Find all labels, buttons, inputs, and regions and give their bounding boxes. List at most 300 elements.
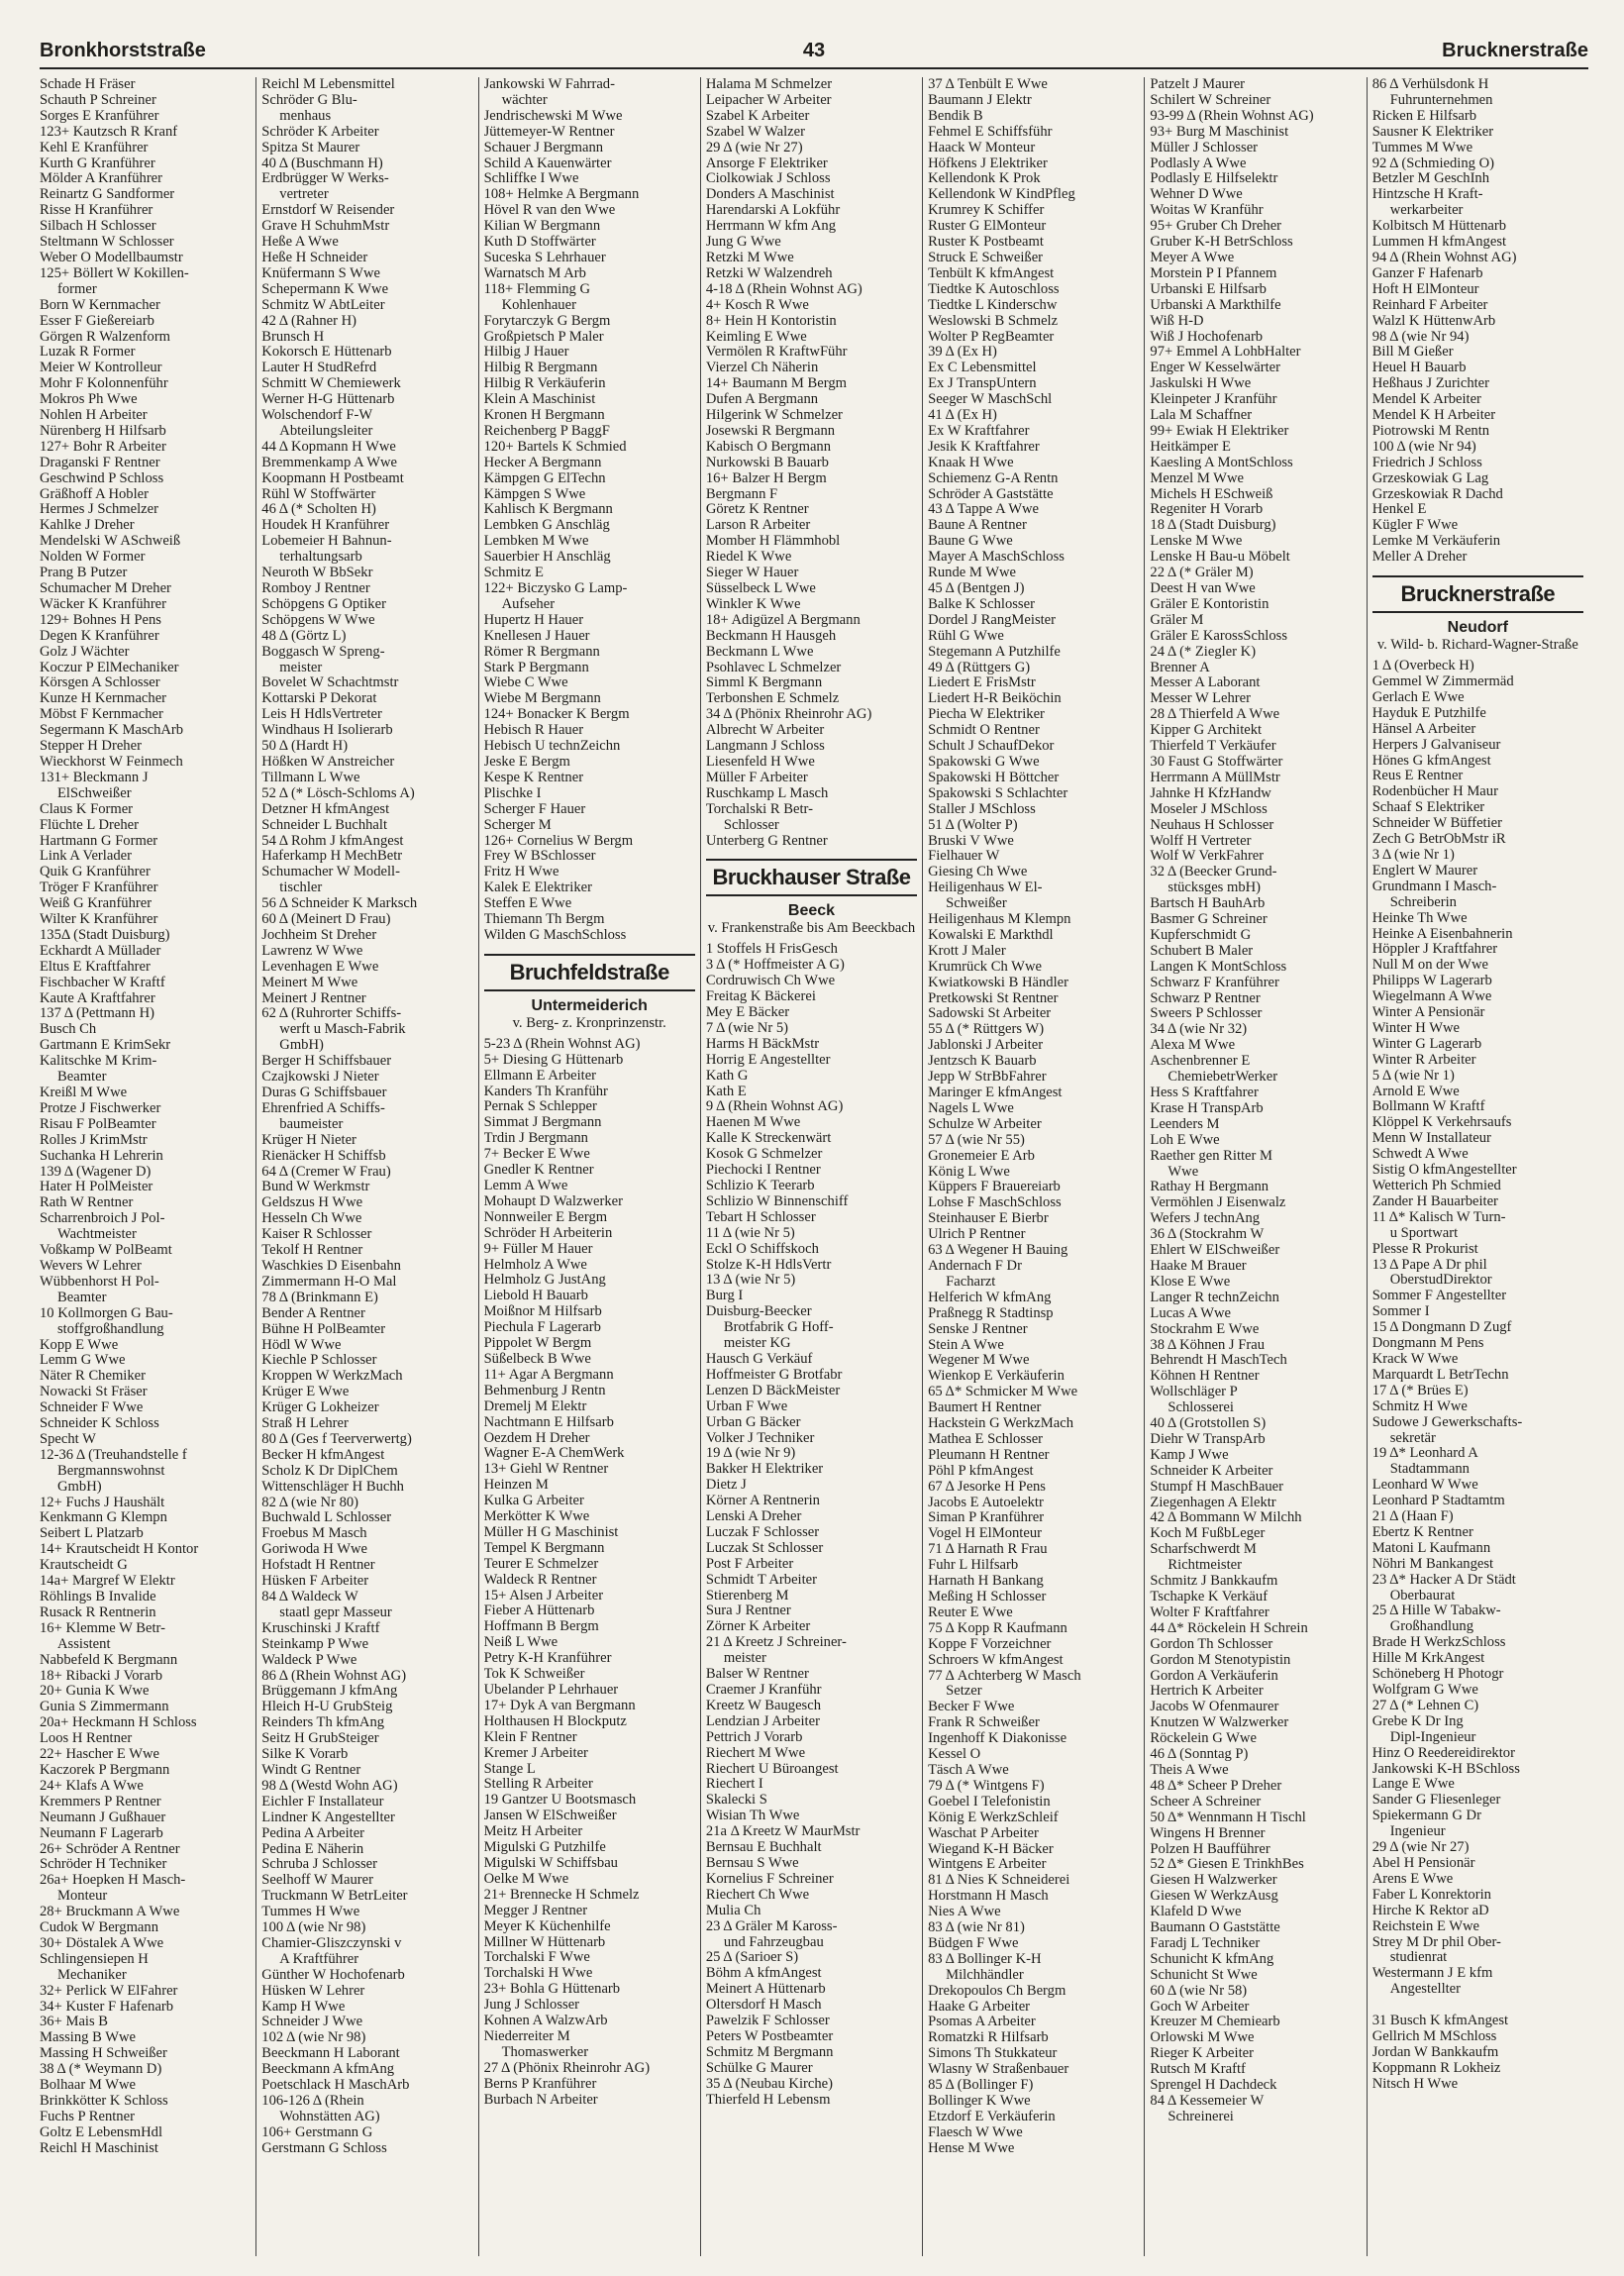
- directory-entry: Bollmann W Kraftf: [1371, 1099, 1485, 1115]
- directory-entry: Morstein P I Pfannem: [1150, 265, 1277, 281]
- directory-entry: Hoft H ElMonteur: [1371, 281, 1479, 297]
- directory-entry: 5-23 Δ (Rhein Wohnst AG): [483, 1036, 641, 1052]
- directory-entry: 75 Δ Kopp R Kaufmann: [928, 1620, 1067, 1636]
- directory-entry: Migulski W Schiffsbau: [483, 1855, 618, 1871]
- directory-entry: Süßelbeck B Wwe: [483, 1351, 591, 1367]
- directory-entry: Jordan W Bankkaufm: [1371, 2044, 1499, 2060]
- directory-entry: Gräler M: [1150, 612, 1204, 628]
- directory-entry: 14+ Krautscheidt H Kontor: [40, 1542, 199, 1558]
- entry-continuation: Richtmeister: [1167, 1558, 1242, 1574]
- directory-entry: Polzen H Baufführer: [1150, 1841, 1270, 1857]
- directory-entry: Krumrück Ch Wwe: [928, 959, 1042, 975]
- directory-entry: Harnath H Bankang: [928, 1574, 1044, 1590]
- directory-entry: 18+ Ribacki J Vorarb: [40, 1668, 163, 1684]
- directory-entry: Knellesen J Hauer: [483, 628, 590, 644]
- entry-continuation: Schlosserei: [1167, 1400, 1234, 1416]
- directory-entry: Waldeck R Rentner: [483, 1572, 597, 1588]
- directory-entry: 21 Δ (Haan F): [1371, 1509, 1454, 1525]
- directory-entry: Piotrowski M Rentn: [1371, 423, 1490, 439]
- directory-entry: Dordel J RangMeister: [928, 612, 1057, 628]
- directory-entry: Ex W Kraftfahrer: [928, 423, 1030, 439]
- directory-entry: Gronemeier E Arb: [928, 1148, 1035, 1164]
- directory-entry: Tempel K Bergmann: [483, 1540, 605, 1556]
- directory-entry: 5 Δ (wie Nr 1): [1371, 1068, 1455, 1084]
- directory-entry: 12+ Fuchs J Haushält: [40, 1495, 165, 1510]
- directory-entry: Tummes M Wwe: [1371, 140, 1473, 155]
- directory-entry: Reichenberg P BaggF: [483, 423, 610, 439]
- directory-entry: Kellendonk K Prok: [928, 171, 1041, 187]
- directory-entry: Giesing Ch Wwe: [928, 865, 1028, 880]
- directory-entry: Luczak St Schlosser: [705, 1540, 824, 1556]
- directory-entry: Jüttemeyer-W Rentner: [483, 124, 615, 140]
- directory-entry: Sommer I: [1371, 1304, 1430, 1320]
- directory-entry: 13 Δ (wie Nr 5): [705, 1273, 796, 1289]
- entry-continuation: Ingenieur: [1389, 1824, 1446, 1840]
- directory-entry: Gellrich M MSchloss: [1371, 2028, 1497, 2044]
- directory-entry: Lindner K Angestellter: [261, 1810, 395, 1825]
- directory-entry: Reinders Th kfmAng: [261, 1715, 385, 1731]
- directory-entry: 127+ Bohr R Arbeiter: [40, 439, 166, 455]
- directory-entry: Schunicht St Wwe: [1150, 1967, 1258, 1983]
- directory-entry: Lummen H kfmAngest: [1371, 235, 1507, 251]
- directory-entry: Rusack R Rentnerin: [40, 1604, 156, 1620]
- directory-entry: 78 Δ (Brinkmann E): [261, 1290, 378, 1305]
- directory-entry: Kämpgen G ElTechn: [483, 470, 606, 486]
- directory-entry: Schöpgens G Optiker: [261, 596, 386, 612]
- directory-entry: 31 Busch K kfmAngest: [1371, 2014, 1509, 2029]
- directory-entry: 118+ Flemming G: [483, 281, 590, 297]
- directory-entry: Krüger H Nieter: [261, 1132, 356, 1148]
- directory-entry: Goebel I Telefonistin: [928, 1794, 1051, 1810]
- directory-entry: Gerlach E Wwe: [1371, 689, 1465, 705]
- directory-entry: Schroers W kfmAngest: [928, 1652, 1064, 1668]
- directory-entry: Krack W Wwe: [1371, 1351, 1459, 1367]
- directory-entry: Suceska S Lehrhauer: [483, 250, 606, 265]
- directory-entry: Raether gen Ritter M: [1150, 1148, 1273, 1164]
- directory-entry: 12-36 Δ (Treuhandstelle f: [40, 1447, 187, 1463]
- entry-continuation: Mechaniker: [57, 1967, 127, 1983]
- column-1: [40, 77, 255, 2256]
- directory-entry: Krumrey K Schiffer: [928, 203, 1045, 219]
- directory-entry: Giesen H Walzwerker: [1150, 1873, 1277, 1889]
- directory-entry: König E WerkzSchleif: [928, 1810, 1059, 1825]
- directory-entry: 126+ Cornelius W Bergm: [483, 833, 634, 849]
- entry-continuation: wächter: [501, 92, 548, 108]
- directory-entry: Englert W Maurer: [1371, 863, 1478, 879]
- directory-entry: Reichl H Maschinist: [40, 2140, 158, 2156]
- directory-entry: Weiß G Kranführer: [40, 896, 152, 912]
- directory-entry: Hleich H-U GrubSteig: [261, 1700, 393, 1715]
- directory-entry: Romatzki R Hilfsarb: [928, 2030, 1049, 2046]
- directory-entry: Woitas W Kranführ: [1150, 203, 1264, 219]
- entry-continuation: stoffgroßhandlung: [57, 1321, 164, 1337]
- entry-continuation: Großhandlung: [1389, 1619, 1473, 1635]
- directory-entry: Schneider J Wwe: [261, 2015, 363, 2030]
- entry-continuation: meister: [279, 660, 323, 675]
- directory-entry: Craemer J Kranführ: [705, 1683, 822, 1698]
- directory-entry: Wolf W VerkFahrer: [1150, 849, 1265, 865]
- directory-entry: Jung G Wwe: [705, 235, 781, 251]
- directory-entry: Windhaus H Isolierarb: [261, 723, 393, 739]
- directory-entry: 129+ Bohnes H Pens: [40, 612, 161, 628]
- directory-entry: Burbach N Arbeiter: [483, 2092, 598, 2108]
- directory-entry: Ebertz K Rentner: [1371, 1524, 1473, 1540]
- directory-entry: Römer R Bergmann: [483, 644, 600, 660]
- directory-entry: Enger W Kesselwärter: [1150, 361, 1280, 376]
- directory-entry: Scholz K Dr DiplChem: [261, 1463, 398, 1479]
- directory-entry: 29 Δ (wie Nr 27): [1371, 1840, 1470, 1856]
- directory-entry: Zörner K Arbeiter: [705, 1619, 811, 1635]
- directory-entry: Schubert B Maler: [1150, 943, 1254, 959]
- directory-entry: Kroppen W WerkzMach: [261, 1369, 403, 1385]
- directory-entry: 15 Δ Dongmann D Zugf: [1371, 1320, 1512, 1336]
- entry-continuation: Dipl-Ingenieur: [1389, 1729, 1476, 1745]
- directory-entry: Stein A Wwe: [928, 1337, 1004, 1353]
- entry-continuation: ChemiebetrWerker: [1167, 1070, 1278, 1086]
- column-4: [700, 77, 922, 2256]
- directory-entry: Gordon M Stenotypistin: [1150, 1652, 1291, 1668]
- directory-entry: Sweers P Schlosser: [1150, 1006, 1263, 1022]
- directory-entry: Nolden W Former: [40, 550, 146, 566]
- directory-entry: Spakowski G Wwe: [928, 754, 1040, 770]
- directory-entry: 30+ Döstalek A Wwe: [40, 1935, 164, 1951]
- directory-entry: Levenhagen E Wwe: [261, 959, 379, 975]
- directory-entry: Pawelzik F Schlosser: [705, 2014, 830, 2029]
- directory-entry: Heßhaus J Zurichter: [1371, 376, 1490, 392]
- directory-entry: Kreuzer M Chemiearb: [1150, 2015, 1280, 2030]
- directory-entry: Goriwoda H Wwe: [261, 1542, 368, 1558]
- directory-entry: Hänsel A Arbeiter: [1371, 721, 1476, 737]
- directory-entry: Schauer J Bergmann: [483, 140, 604, 155]
- directory-entry: Riechert U Büroangest: [705, 1761, 839, 1777]
- directory-entry: Jeske E Bergm: [483, 754, 570, 770]
- directory-entry: Kessel O: [928, 1747, 981, 1763]
- entry-continuation: GmbH): [57, 1479, 102, 1495]
- directory-entry: 26+ Schröder A Rentner: [40, 1841, 180, 1857]
- directory-entry: Nürenberg H Hilfsarb: [40, 423, 166, 439]
- directory-entry: 84 Δ Kessemeier W: [1150, 2094, 1265, 2109]
- directory-entry: Mulia Ch: [705, 1903, 761, 1918]
- directory-entry: Cordruwisch Ch Wwe: [705, 974, 836, 989]
- directory-entry: Bill M Gießer: [1371, 345, 1454, 361]
- directory-entry: 48 Δ* Scheer P Dreher: [1150, 1778, 1282, 1794]
- directory-entry: Reichstein E Wwe: [1371, 1918, 1480, 1934]
- directory-entry: Baumann O Gaststätte: [1150, 1920, 1280, 1936]
- directory-entry: Goltz E LebensmHdl: [40, 2124, 163, 2140]
- directory-entry: Schröder H Arbeiterin: [483, 1225, 613, 1241]
- directory-entry: Retzki M Wwe: [705, 250, 794, 265]
- directory-entry: Schmitt W Chemiewerk: [261, 376, 401, 392]
- directory-entry: Lucas A Wwe: [1150, 1305, 1232, 1321]
- directory-entry: Schwarz F Kranführer: [1150, 975, 1279, 990]
- directory-entry: 86 Δ Verhülsdonk H: [1371, 77, 1489, 92]
- directory-entry: Henkel E: [1371, 502, 1427, 518]
- directory-entry: Meller A Dreher: [1371, 550, 1468, 566]
- entry-continuation: ElSchweißer: [57, 785, 132, 801]
- directory-entry: Arnold E Wwe: [1371, 1084, 1460, 1099]
- directory-entry: 40 Δ (Buschmann H): [261, 155, 383, 171]
- directory-entry: Momber H Flämmhobl: [705, 534, 841, 550]
- directory-entry: Kornelius F Schreiner: [705, 1871, 834, 1887]
- directory-entry: Behmenburg J Rentn: [483, 1383, 606, 1398]
- directory-entry: Kügler F Wwe: [1371, 518, 1459, 534]
- directory-entry: Helmholz G JustAng: [483, 1273, 606, 1289]
- directory-entry: Larson R Arbeiter: [705, 518, 811, 534]
- header-right-street: Brucknerstraße: [1442, 40, 1588, 61]
- directory-entry: Massing B Wwe: [40, 2030, 137, 2046]
- directory-entry: Podlasly E Hilfselektr: [1150, 171, 1278, 187]
- directory-entry: 16+ Klemme W Betr-: [40, 1620, 165, 1636]
- directory-entry: Menn W Installateur: [1371, 1131, 1491, 1147]
- directory-entry: Krüger G Lokheizer: [261, 1400, 379, 1416]
- directory-entry: Gräßhoff A Hobler: [40, 486, 149, 502]
- directory-entry: Kwiatkowski B Händler: [928, 975, 1068, 990]
- directory-entry: Jankowski W Fahrrad-: [483, 77, 615, 92]
- directory-entry: 49 Δ (Rüttgers G): [928, 660, 1031, 675]
- directory-entry: Mendel K H Arbeiter: [1371, 408, 1496, 424]
- directory-entry: Hesseln Ch Wwe: [261, 1211, 362, 1227]
- directory-entry: Wolfgram G Wwe: [1371, 1683, 1478, 1698]
- directory-entry: Hebisch R Hauer: [483, 723, 584, 739]
- entry-continuation: Wachtmeister: [57, 1227, 137, 1243]
- directory-entry: Schumacher W Modell-: [261, 865, 400, 880]
- directory-entry: Leonhard P Stadtamtm: [1371, 1494, 1505, 1509]
- directory-entry: Kleinpeter J Kranführ: [1150, 392, 1277, 408]
- directory-entry: Ex C Lebensmittel: [928, 361, 1037, 376]
- directory-entry: Trdin J Bergmann: [483, 1131, 588, 1147]
- directory-entry: 38 Δ (* Weymann D): [40, 2062, 162, 2078]
- directory-entry: Liebold H Bauarb: [483, 1289, 588, 1304]
- directory-entry: Giesen W WerkzAusg: [1150, 1889, 1278, 1905]
- directory-entry: Reus E Rentner: [1371, 769, 1464, 784]
- entry-continuation: werkarbeiter: [1389, 203, 1464, 219]
- directory-entry: Kath G: [705, 1068, 749, 1084]
- directory-entry: Degen K Kranführer: [40, 628, 159, 644]
- directory-entry: Wagner E-A ChemWerk: [483, 1446, 625, 1462]
- directory-entry: Hupertz H Hauer: [483, 612, 584, 628]
- page-number: 43: [802, 40, 826, 61]
- directory-entry: Petry K-H Kranführer: [483, 1651, 612, 1667]
- directory-entry: 23+ Bohla G Hüttenarb: [483, 1982, 621, 1998]
- entry-continuation: und Fahrzeugbau: [723, 1934, 824, 1950]
- directory-entry: 3 Δ (wie Nr 1): [1371, 847, 1455, 863]
- directory-entry: 34 Δ (wie Nr 32): [1150, 1022, 1248, 1038]
- directory-entry: Kuth D Stoffwärter: [483, 235, 596, 251]
- directory-entry: Wienkop E Verkäuferin: [928, 1369, 1065, 1385]
- directory-entry: Beckmann H Hausgeh: [705, 628, 837, 644]
- directory-entry: Spakowski H Böttcher: [928, 770, 1060, 785]
- entry-continuation: Assistent: [57, 1636, 111, 1652]
- directory-entry: Baumann J Elektr: [928, 92, 1032, 108]
- directory-entry: 67 Δ Jesorke H Pens: [928, 1479, 1046, 1495]
- directory-entry: Schmitz W AbtLeiter: [261, 297, 385, 313]
- directory-entry: Sommer F Angestellter: [1371, 1289, 1507, 1304]
- directory-entry: Bernsau E Buchhalt: [705, 1840, 822, 1856]
- street-range: v. Wild- b. Richard-Wagner-Straße: [1376, 637, 1578, 654]
- page-header: [40, 38, 1588, 69]
- directory-entry: 106+ Gerstmann G: [261, 2124, 373, 2140]
- directory-entry: 18+ Adigüzel A Bergmann: [705, 612, 861, 628]
- directory-entry: Specht W: [40, 1431, 96, 1447]
- directory-entry: Ricken E Hilfsarb: [1371, 108, 1477, 124]
- directory-entry: Albrecht W Arbeiter: [705, 723, 825, 739]
- directory-entry: Busch Ch: [40, 1022, 97, 1038]
- directory-entry: Ingenhoff K Diakonisse: [928, 1731, 1067, 1747]
- directory-entry: Berns P Kranführer: [483, 2076, 597, 2092]
- directory-entry: Kremer J Arbeiter: [483, 1745, 588, 1761]
- directory-entry: Sander G Fliesenleger: [1371, 1793, 1501, 1809]
- directory-entry: Wilden G MaschSchloss: [483, 927, 627, 943]
- directory-entry: Orlowski M Wwe: [1150, 2030, 1255, 2046]
- directory-entry: Knaak H Wwe: [928, 455, 1014, 470]
- directory-entry: Risau F PolBeamter: [40, 1116, 156, 1132]
- directory-entry: Hecker A Bergmann: [483, 455, 602, 470]
- directory-entry: Wintgens E Arbeiter: [928, 1857, 1047, 1873]
- directory-entry: Schmitz J Bankkaufm: [1150, 1574, 1278, 1590]
- directory-entry: Becker F Wwe: [928, 1700, 1015, 1715]
- directory-entry: Wiegelmann A Wwe: [1371, 989, 1492, 1005]
- directory-entry: Stelling R Arbeiter: [483, 1777, 593, 1793]
- directory-entry: Lenski A Dreher: [705, 1509, 802, 1525]
- directory-entry: Heiligenhaus W El-: [928, 880, 1043, 896]
- directory-entry: Arens E Wwe: [1371, 1871, 1454, 1887]
- directory-entry: 106-126 Δ (Rhein: [261, 2094, 364, 2109]
- directory-entry: Tok K Schweißer: [483, 1667, 585, 1683]
- directory-entry: Faradj L Techniker: [1150, 1935, 1261, 1951]
- directory-entry: Jendrischewski M Wwe: [483, 108, 623, 124]
- entry-continuation: Schreinerei: [1167, 2109, 1234, 2124]
- directory-entry: Stepper H Dreher: [40, 739, 142, 755]
- entry-continuation: A Kraftführer: [279, 1951, 359, 1967]
- directory-entry: 92 Δ (Schmieding O): [1371, 155, 1494, 171]
- directory-entry: Waschkies D Eisenbahn: [261, 1258, 401, 1274]
- directory-entry: Claus K Former: [40, 801, 134, 817]
- directory-entry: Silke K Vorarb: [261, 1747, 349, 1763]
- directory-entry: Schröder A Gaststätte: [928, 486, 1054, 502]
- entry-continuation: meister: [723, 1651, 766, 1667]
- directory-entry: Szabel W Walzer: [705, 124, 805, 140]
- directory-entry: Faber L Konrektorin: [1371, 1887, 1491, 1903]
- directory-entry: Plesse R Prokurist: [1371, 1241, 1478, 1257]
- directory-entry: Torchalski H Wwe: [483, 1966, 593, 1982]
- directory-entry: Andernach F Dr: [928, 1258, 1022, 1274]
- directory-entry: Kanders Th Kranführ: [483, 1084, 608, 1099]
- directory-entry: 81 Δ Nies K Schneiderei: [928, 1873, 1070, 1889]
- directory-entry: Kenkmann G Klempn: [40, 1510, 167, 1526]
- directory-entry: 79 Δ (* Wintgens F): [928, 1778, 1045, 1794]
- directory-entry: Fielhauer W: [928, 849, 1000, 865]
- directory-entry: Wolter P RegBeamter: [928, 329, 1055, 345]
- directory-entry: Thiemann Th Bergm: [483, 912, 605, 928]
- directory-entry: Schmitz H Wwe: [1371, 1398, 1468, 1414]
- directory-entry: Hoffmann B Bergm: [483, 1619, 599, 1635]
- directory-entry: 93-99 Δ (Rhein Wohnst AG): [1150, 108, 1314, 124]
- directory-entry: Beckmann L Wwe: [705, 644, 814, 660]
- directory-entry: Büdgen F Wwe: [928, 1935, 1019, 1951]
- directory-entry: Wingens H Brenner: [1150, 1825, 1266, 1841]
- directory-entry: Tiedtke K Autoschloss: [928, 281, 1060, 297]
- directory-entry: Cudok W Bergmann: [40, 1920, 158, 1936]
- directory-entry: 65 Δ* Schmicker M Wwe: [928, 1385, 1078, 1400]
- directory-entry: Thierfeld T Verkäufer: [1150, 739, 1276, 755]
- entry-continuation: tischler: [279, 880, 323, 896]
- directory-entry: Freitag K Bäckerei: [705, 989, 816, 1005]
- directory-entry: Meinert J Rentner: [261, 990, 366, 1006]
- directory-entry: Stange L: [483, 1761, 536, 1777]
- directory-entry: Kunze H Kernmacher: [40, 691, 167, 707]
- directory-entry: Torchalski F Wwe: [483, 1950, 590, 1966]
- entry-continuation: stücksges mbH): [1167, 880, 1262, 896]
- directory-entry: Wiß J Hochofenarb: [1150, 329, 1264, 345]
- directory-entry: Krüger E Wwe: [261, 1385, 350, 1400]
- directory-entry: 39 Δ (Ex H): [928, 345, 997, 361]
- directory-entry: Schröder G Blu-: [261, 92, 357, 108]
- entry-continuation: former: [57, 281, 97, 297]
- directory-entry: 26a+ Hoepken H Masch-: [40, 1873, 186, 1889]
- directory-entry: Riechert Ch Wwe: [705, 1887, 810, 1903]
- directory-entry: Hilbig R Verkäuferin: [483, 376, 606, 392]
- directory-entry: Jablonski J Arbeiter: [928, 1038, 1044, 1054]
- directory-entry: Wiegand K-H Bäcker: [928, 1841, 1054, 1857]
- directory-entry: Koppe F Vorzeichner: [928, 1636, 1052, 1652]
- directory-entry: Sadowski St Arbeiter: [928, 1006, 1052, 1022]
- directory-entry: Hermes J Schmelzer: [40, 502, 158, 518]
- directory-entry: Beeckmann H Laborant: [261, 2046, 400, 2062]
- directory-entry: Keimling E Wwe: [705, 329, 807, 345]
- directory-entry: Kolbitsch M Hüttenarb: [1371, 219, 1507, 235]
- directory-entry: Hille M KrkAngest: [1371, 1651, 1485, 1667]
- directory-entry: Hausch G Verkäuf: [705, 1351, 813, 1367]
- directory-entry: 32+ Perlick W ElFahrer: [40, 1983, 178, 1999]
- directory-entry: Romboy J Rentner: [261, 581, 370, 596]
- directory-entry: Meitz H Arbeiter: [483, 1824, 583, 1840]
- directory-entry: Holthausen H Blockputz: [483, 1713, 627, 1729]
- directory-entry: Winter G Lagerarb: [1371, 1036, 1482, 1052]
- column-2: [255, 77, 477, 2256]
- directory-entry: Bergmann F: [705, 486, 778, 502]
- directory-entry: Hofstadt H Rentner: [261, 1558, 375, 1574]
- directory-entry: Rolles J KrimMstr: [40, 1132, 148, 1148]
- directory-entry: Risse H Kranführer: [40, 203, 153, 219]
- directory-entry: Stumpf H MaschBauer: [1150, 1479, 1283, 1495]
- entry-continuation: Oberbaurat: [1389, 1588, 1456, 1604]
- entry-continuation: Angestellter: [1389, 1982, 1462, 1998]
- directory-entry: Röhlings B Invalide: [40, 1590, 156, 1604]
- directory-entry: Duras G Schiffsbauer: [261, 1086, 387, 1100]
- directory-entry: 46 Δ (* Scholten H): [261, 502, 376, 518]
- directory-entry: Retzki W Walzendreh: [705, 265, 833, 281]
- directory-entry: Abel H Pensionär: [1371, 1855, 1475, 1871]
- directory-entry: Psomas A Arbeiter: [928, 2015, 1036, 2030]
- directory-entry: Hilbig R Bergmann: [483, 361, 598, 376]
- directory-entry: Friedrich J Schloss: [1371, 455, 1482, 470]
- directory-entry: Schiemenz G-A Rentn: [928, 470, 1059, 486]
- directory-entry: Großpietsch P Maler: [483, 329, 604, 345]
- directory-entry: Meinert A Hüttenarb: [705, 1982, 826, 1998]
- directory-entry: Höfkens J Elektriker: [928, 155, 1048, 171]
- directory-entry: Langmann J Schloss: [705, 739, 825, 755]
- directory-entry: Grundmann I Masch-: [1371, 879, 1497, 894]
- directory-entry: Frey W BSchlosser: [483, 849, 596, 865]
- directory-entry: Waldeck P Wwe: [261, 1652, 357, 1668]
- directory-entry: Urbanski A Markthilfe: [1150, 297, 1281, 313]
- directory-entry: Kreißl M Wwe: [40, 1086, 128, 1100]
- entry-continuation: sekretär: [1389, 1430, 1436, 1446]
- directory-entry: Staller J MSchloss: [928, 801, 1036, 817]
- directory-entry: Koopmann H Postbeamt: [261, 470, 404, 486]
- directory-entry: Dremelj M Elektr: [483, 1398, 587, 1414]
- directory-entry: Grzeskowiak G Lag: [1371, 470, 1489, 486]
